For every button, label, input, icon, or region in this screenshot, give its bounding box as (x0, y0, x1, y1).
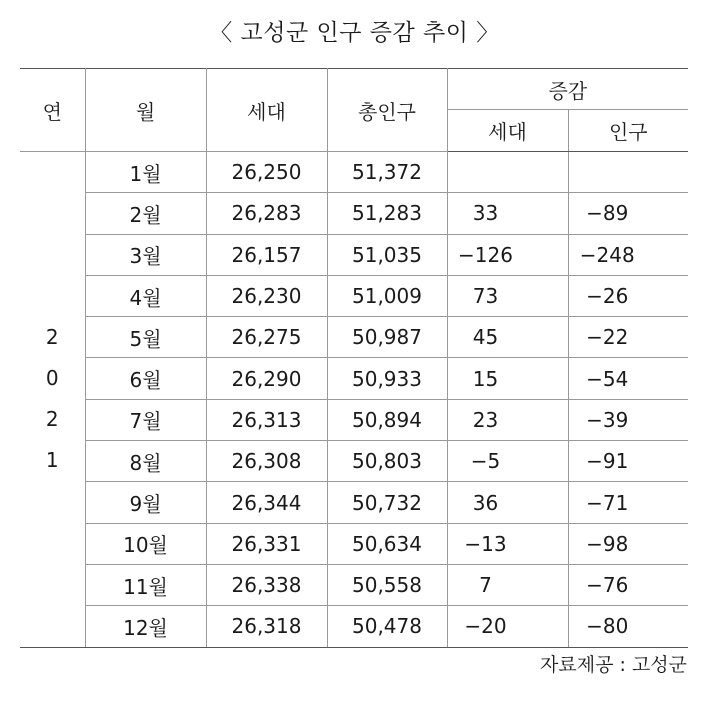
population-change-cell (568, 482, 688, 523)
year-char: 0 (45, 366, 59, 391)
table-title: 〈 고성군 인구 증감 추이 〉 (209, 20, 500, 46)
population-change-cell (568, 441, 688, 482)
table-row (20, 358, 688, 399)
table-row (20, 193, 688, 234)
population-change-value: −76 (586, 573, 629, 598)
table-row (20, 152, 688, 193)
households-change-cell (447, 441, 568, 482)
population-change-value: −39 (586, 407, 629, 432)
households-cell: 26,331 (206, 523, 327, 564)
population-cell: 50,894 (327, 399, 447, 440)
population-change-value: −98 (586, 531, 629, 556)
month-cell: 4월 (85, 275, 206, 316)
month-cell: 5월 (85, 317, 206, 358)
households-change-value: −5 (470, 449, 501, 474)
population-change-cell (568, 564, 688, 605)
population-change-cell (568, 399, 688, 440)
population-change-value: −54 (586, 366, 629, 391)
households-cell: 26,308 (206, 441, 327, 482)
households-change-cell (447, 317, 568, 358)
year-char: 2 (45, 407, 59, 432)
table-row (20, 564, 688, 605)
households-cell: 26,157 (206, 234, 327, 275)
header-change-households: 세대 (447, 110, 568, 152)
table-row (20, 317, 688, 358)
table-row (20, 441, 688, 482)
year-cell (20, 152, 85, 648)
month-cell: 6월 (85, 358, 206, 399)
households-change-value: 33 (472, 201, 499, 226)
table-row (20, 275, 688, 316)
households-change-cell (447, 482, 568, 523)
month-cell: 1월 (85, 152, 206, 193)
population-change-cell (568, 234, 688, 275)
population-change-value: −248 (579, 242, 635, 267)
households-change-cell (447, 358, 568, 399)
source-note: 자료제공 : 고성군 (540, 654, 687, 676)
population-change-value: −80 (586, 614, 629, 639)
population-change-value: −91 (586, 449, 629, 474)
population-change-cell (568, 523, 688, 564)
population-change-cell (568, 193, 688, 234)
table-row (20, 234, 688, 275)
population-cell: 50,634 (327, 523, 447, 564)
households-change-cell (447, 152, 568, 193)
table-row (20, 399, 688, 440)
population-cell: 50,803 (327, 441, 447, 482)
population-cell: 51,283 (327, 193, 447, 234)
month-cell: 10월 (85, 523, 206, 564)
population-change-cell (568, 275, 688, 316)
households-change-value: −20 (464, 614, 507, 639)
month-cell: 9월 (85, 482, 206, 523)
population-cell: 50,987 (327, 317, 447, 358)
households-cell: 26,318 (206, 606, 327, 647)
population-cell: 50,478 (327, 606, 447, 647)
households-cell: 26,275 (206, 317, 327, 358)
header-total-population: 총인구 (327, 69, 447, 152)
households-change-value: 45 (472, 325, 499, 350)
population-change-value: −89 (586, 201, 629, 226)
table-row (20, 523, 688, 564)
households-change-value: 23 (472, 407, 499, 432)
households-change-value: 73 (472, 284, 499, 309)
households-cell: 26,250 (206, 152, 327, 193)
households-cell: 26,283 (206, 193, 327, 234)
households-change-cell (447, 606, 568, 647)
population-change-value: −26 (586, 284, 629, 309)
households-change-cell (447, 399, 568, 440)
population-cell: 51,372 (327, 152, 447, 193)
households-change-value: 15 (472, 366, 499, 391)
population-table (20, 68, 688, 648)
population-cell: 50,732 (327, 482, 447, 523)
population-change-value: −71 (586, 490, 629, 515)
month-cell: 12월 (85, 606, 206, 647)
population-cell: 50,558 (327, 564, 447, 605)
population-change-cell (568, 152, 688, 193)
population-cell: 51,035 (327, 234, 447, 275)
households-cell: 26,338 (206, 564, 327, 605)
header-change: 증감 (447, 69, 688, 110)
population-change-cell (568, 606, 688, 647)
month-cell: 2월 (85, 193, 206, 234)
households-change-cell (447, 193, 568, 234)
month-cell: 11월 (85, 564, 206, 605)
households-cell: 26,344 (206, 482, 327, 523)
population-change-value: −22 (586, 325, 629, 350)
population-change-cell (568, 358, 688, 399)
households-change-cell (447, 523, 568, 564)
month-cell: 8월 (85, 441, 206, 482)
year-char: 2 (45, 325, 59, 350)
households-change-cell (447, 564, 568, 605)
header-change-population: 인구 (568, 110, 688, 152)
header-households: 세대 (206, 69, 327, 152)
households-cell: 26,290 (206, 358, 327, 399)
population-cell: 51,009 (327, 275, 447, 316)
population-change-cell (568, 317, 688, 358)
month-cell: 3월 (85, 234, 206, 275)
households-cell: 26,230 (206, 275, 327, 316)
households-cell: 26,313 (206, 399, 327, 440)
households-change-cell (447, 275, 568, 316)
population-cell: 50,933 (327, 358, 447, 399)
households-change-value: 36 (472, 490, 499, 515)
households-change-value: −126 (458, 242, 513, 267)
month-cell: 7월 (85, 399, 206, 440)
households-change-cell (447, 234, 568, 275)
table-row (20, 482, 688, 523)
header-year: 연 (20, 69, 85, 152)
header-month: 월 (85, 69, 206, 152)
table-row (20, 606, 688, 647)
households-change-value: 7 (479, 573, 492, 598)
table-body (20, 152, 688, 648)
year-char: 1 (45, 448, 59, 473)
households-change-value: −13 (464, 531, 507, 556)
